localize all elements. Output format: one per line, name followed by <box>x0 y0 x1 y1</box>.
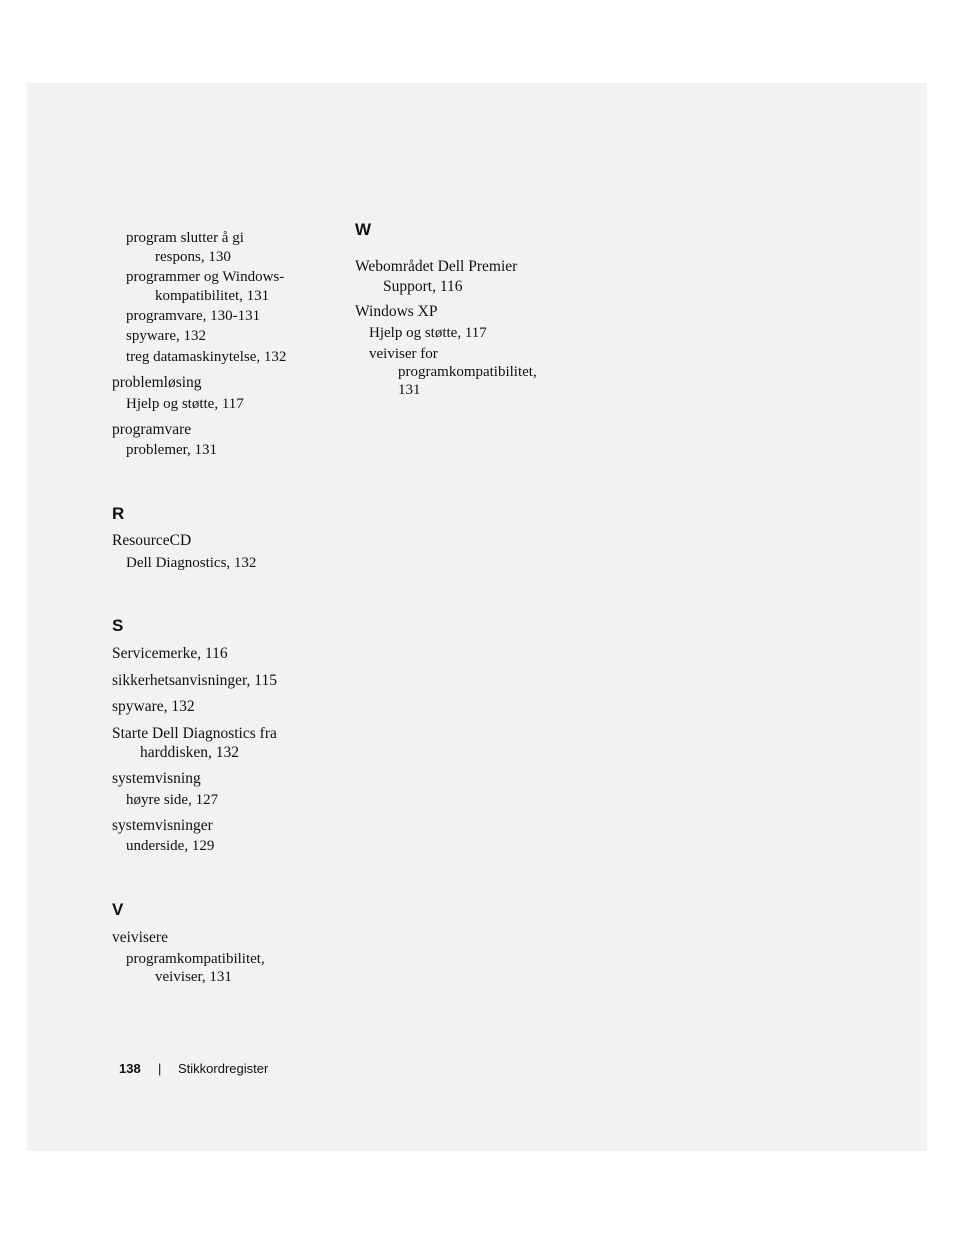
index-subentry: programkompatibilitet, <box>126 951 265 967</box>
index-entry: Webområdet Dell Premier <box>355 258 518 275</box>
index-entry: ResourceCD <box>112 532 192 549</box>
index-subentry: høyre side, 127 <box>126 792 219 808</box>
index-letter-heading: S <box>112 616 124 635</box>
index-subentry: veiviser for <box>369 346 438 362</box>
index-entry: Windows XP <box>355 303 438 320</box>
index-entry: systemvisning <box>112 770 201 787</box>
index-subentry: Hjelp og støtte, 117 <box>126 396 244 412</box>
index-subentry-continuation: kompatibilitet, 131 <box>155 288 270 304</box>
index-letter-heading: V <box>112 900 124 919</box>
index-subentry: programmer og Windows- <box>126 269 285 285</box>
index-subentry: programvare, 130-131 <box>126 308 261 324</box>
index-entry-continuation: harddisken, 132 <box>140 744 240 761</box>
index-subentry: problemer, 131 <box>126 442 218 458</box>
footer-section-title: Stikkordregister <box>178 1061 269 1076</box>
index-subentry: Hjelp og støtte, 117 <box>369 325 487 341</box>
index-subentry-continuation: programkompatibilitet, <box>398 364 537 380</box>
index-entry: programvare <box>112 421 192 438</box>
index-subentry: spyware, 132 <box>126 328 206 344</box>
index-entry: spyware, 132 <box>112 698 195 715</box>
index-entry: Servicemerke, 116 <box>112 645 228 662</box>
index-subentry: program slutter å gi <box>126 230 244 246</box>
index-letter-heading: W <box>355 220 372 239</box>
page-number: 138 <box>119 1061 141 1076</box>
index-subentry-continuation: respons, 130 <box>155 249 231 265</box>
index-subentry: underside, 129 <box>126 838 215 854</box>
index-subentry-continuation: 131 <box>398 382 421 398</box>
footer-separator: | <box>158 1061 162 1076</box>
index-subentry: treg datamaskinytelse, 132 <box>126 349 287 365</box>
index-page <box>27 83 927 1151</box>
index-entry: veivisere <box>112 929 168 946</box>
index-entry: Starte Dell Diagnostics fra <box>112 725 277 742</box>
index-entry-continuation: Support, 116 <box>383 278 463 295</box>
index-entry: sikkerhetsanvisninger, 115 <box>112 672 277 689</box>
index-subentry-continuation: veiviser, 131 <box>155 969 232 985</box>
index-letter-heading: R <box>112 504 125 523</box>
index-entry: systemvisninger <box>112 817 213 834</box>
index-entry: problemløsing <box>112 374 202 391</box>
index-subentry: Dell Diagnostics, 132 <box>126 555 257 571</box>
